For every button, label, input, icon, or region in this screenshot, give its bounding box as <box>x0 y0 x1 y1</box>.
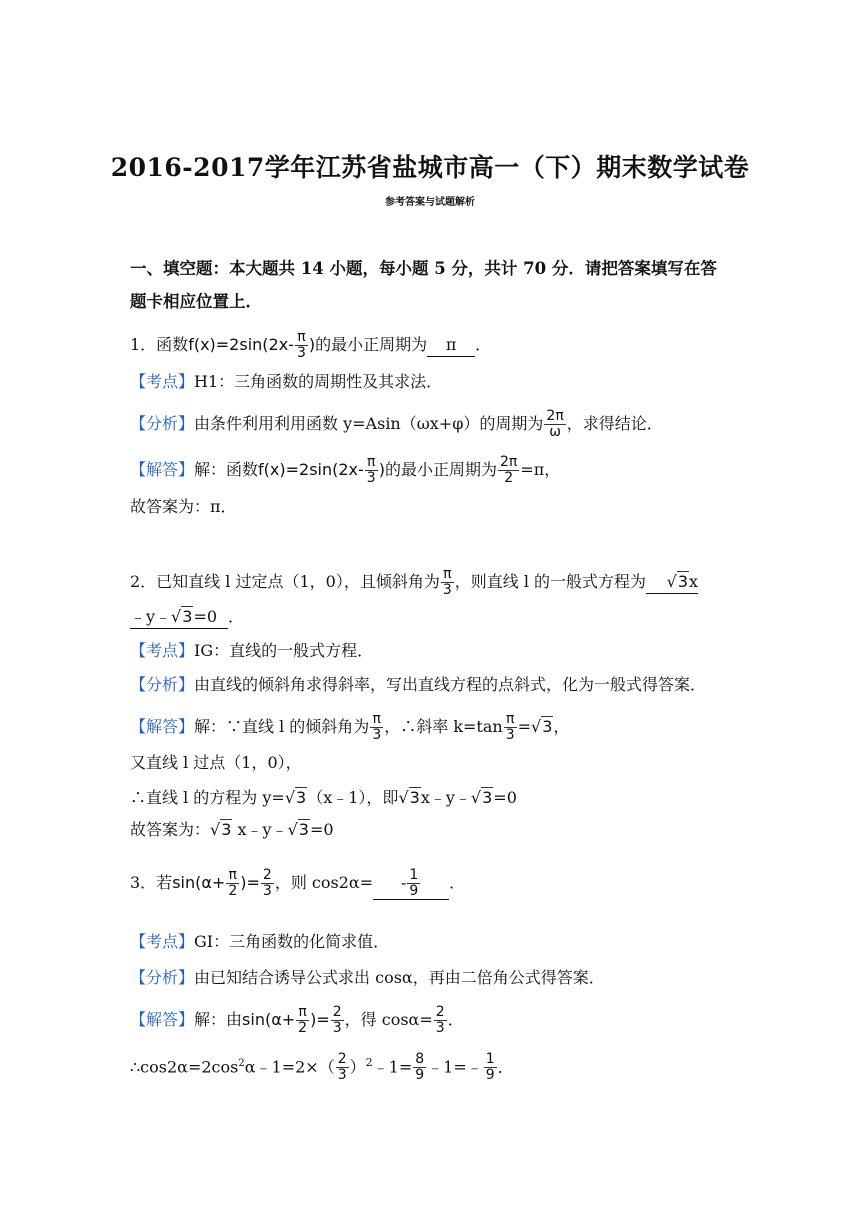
q1-final: 故答案为：π． <box>130 497 237 516</box>
q1-answer-blank: π <box>427 334 475 357</box>
q2-answer-blank-part1: √3x <box>646 571 698 594</box>
frac-pi-over-3: $\frac{\pi}{3}$ <box>296 329 306 361</box>
section-heading-line2: 题卡相应位置上． <box>130 292 262 311</box>
q2-jieda: 【解答】解：∵直线 l 的倾斜角为 $\frac{\pi}{3}$ ，∴斜率 k=tan $\frac{\pi}{3}$ =√3， <box>130 711 570 743</box>
jieda-tag: 【解答】 <box>130 460 195 479</box>
q2-stem-cont: ﹣y﹣√3=0 ． <box>130 606 244 629</box>
q2-final: 故答案为：√3 x﹣y﹣√3=0 <box>130 820 334 839</box>
section-heading-line1: 一、填空题：本大题共 14 小题，每小题 5 分，共计 70 分．请把答案填写在答 <box>130 259 717 278</box>
q2-fenxi: 【分析】由直线的倾斜角求得斜率，写出直线方程的点斜式，化为一般式得答案． <box>130 675 707 694</box>
q3-line2: $\therefore\cos 2\alpha=2\cos^2\alpha﹣1=2\times$（ $\frac{2}{3}$ ）$^2$﹣1= $\frac{8}{9}$ ﹣1=﹣ $\frac{1}{9}$ ． <box>130 1051 514 1084</box>
fenxi-tag: 【分析】 <box>130 414 195 433</box>
q3-kaodian: 【考点】GI：三角函数的化简求值． <box>130 932 390 951</box>
page-title: 2016-2017学年江苏省盐城市高一（下）期末数学试卷 <box>110 153 750 182</box>
q1-kaodian: 【考点】H1：三角函数的周期性及其求法． <box>130 372 443 391</box>
q2-line2: 又直线 l 过点（1，0）， <box>130 753 302 772</box>
q2-kaodian: 【考点】IG：直线的一般式方程． <box>130 641 374 660</box>
page-subtitle: 参考答案与试题解析 <box>385 197 475 208</box>
q1-stem: 1．函数f(x)=2sin(2x- $\frac{\pi}{3}$ )的最小正周期为 π ． <box>130 329 492 361</box>
q3-jieda: 【解答】解：由sin(α+ $\frac{\pi}{2}$ )= $\frac{2}{3}$ ，得 cosα= $\frac{2}{3}$ ． <box>130 1004 464 1036</box>
kaodian-tag: 【考点】 <box>130 372 195 391</box>
q3-fenxi: 【分析】由已知结合诱导公式求出 cosα，再由二倍角公式得答案． <box>130 968 605 987</box>
q2-line3: ∴直线 l 的方程为 y=√3（x﹣1），即√3x﹣y﹣√3=0 <box>130 788 517 807</box>
q1-fenxi: 【分析】由条件利用利用函数 y=Asin（ωx+φ）的周期为 $\frac{2\pi}{\omega}$ ，求得结论． <box>130 408 663 440</box>
q2-stem: 2．已知直线 l 过定点（1，0），且倾斜角为 $\frac{\pi}{3}$ ，则直线 l 的一般式方程为 √3x <box>130 566 699 598</box>
q1-jieda: 【解答】解：函数f(x)=2sin(2x- $\frac{\pi}{3}$ )的最小正周期为 $\frac{2\pi}{2}$ =π， <box>130 454 561 486</box>
q3-answer-blank: - $\frac{1}{9}$ <box>373 868 449 900</box>
q2-answer-blank-part2: ﹣y﹣√3=0 <box>130 606 228 629</box>
q3-stem: 3．若sin(α+ $\frac{\pi}{2}$ )= $\frac{2}{3}$ ，则 cos2α= - $\frac{1}{9}$ ． <box>130 867 466 899</box>
